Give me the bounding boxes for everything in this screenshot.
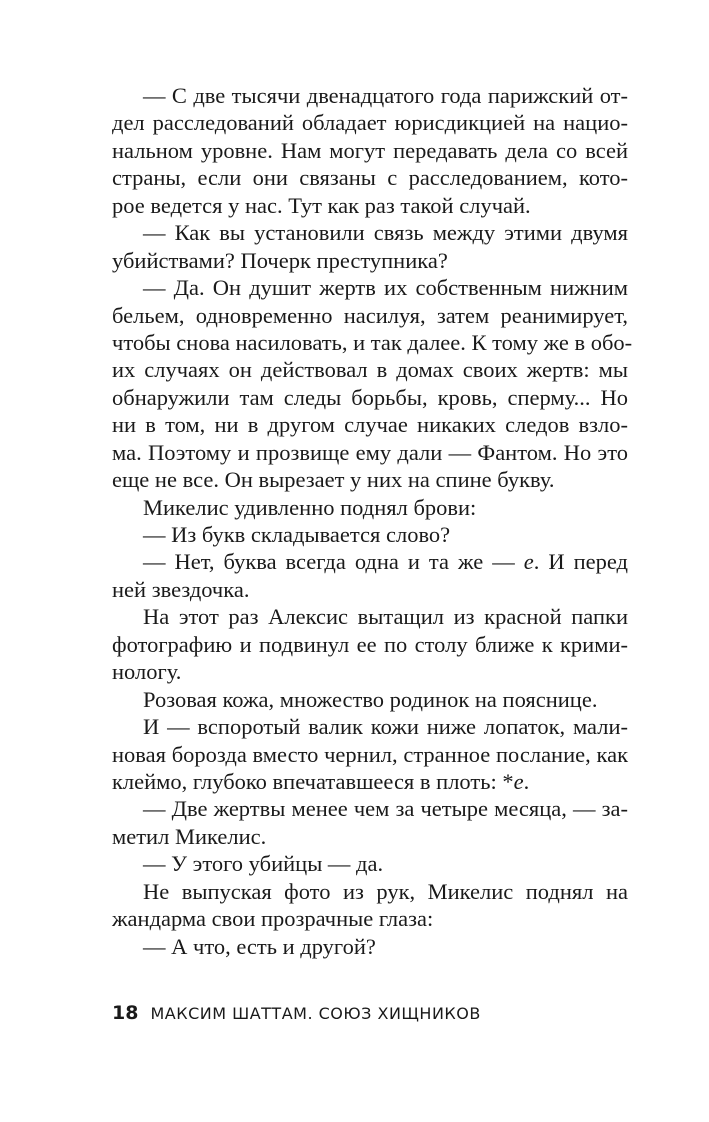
text-line: Розовая кожа, множество родинок на пояснице. <box>143 686 598 712</box>
text-line: Микелис удивленно поднял брови: <box>143 494 477 520</box>
text-line: жандарма свои прозрачные глаза: <box>112 906 434 932</box>
text-line: ма. Поэтому и прозвище ему дали — Фантом. Но это <box>112 439 628 465</box>
text-line: — С две тысячи двенадцатого года парижский от- <box>143 83 628 108</box>
text-line: — У этого убийцы — да. <box>143 851 384 877</box>
text-line: На этот раз Алексис вытащил из красной папки <box>143 604 628 630</box>
text-line: убийствами? Почерк преступника? <box>112 247 448 273</box>
text-line: метил Микелис. <box>112 823 267 849</box>
page-footer <box>112 1001 481 1025</box>
text-line: дел расследований обладает юрисдикцией на нацио- <box>112 110 628 136</box>
text-line: И — вспоротый валик кожи ниже лопаток, мали- <box>143 714 628 740</box>
text-line: обнаружили там следы борьбы, кровь, сперму... Но <box>112 384 628 410</box>
text-line: ни в том, ни в другом случае никаких следов взло- <box>112 412 628 438</box>
text-line: чтобы снова насиловать, и так далее. К тому же в обо- <box>112 329 633 355</box>
text-line: новая борозда вместо чернил, странное послание, как <box>112 741 628 767</box>
text-line: — Две жертвы менее чем за четыре месяца, — за- <box>143 796 628 822</box>
text-line: — Да. Он душит жертв их собственным нижним <box>143 275 628 301</box>
text-line: клеймо, глубоко впечатавшееся в плоть: *е. <box>112 768 530 794</box>
text-line: рое ведется у нас. Тут как раз такой случай. <box>112 192 531 218</box>
page-number: 18 <box>112 1002 139 1024</box>
text-line: нологу. <box>112 659 182 685</box>
body-text <box>112 82 633 960</box>
text-line: фотографию и подвинул ее по столу ближе к крими- <box>112 631 628 657</box>
text-line: — Из букв складывается слово? <box>143 522 451 547</box>
text-line: страны, если они связаны с расследованием, кото- <box>112 165 628 191</box>
running-title: МАКСИМ ШАТТАМ. СОЮЗ ХИЩНИКОВ <box>150 1004 481 1023</box>
text-line: — Как вы установили связь между этими двумя <box>143 220 628 246</box>
text-line: бельем, одновременно насилуя, затем реанимирует, <box>112 302 628 328</box>
text-line: их случаях он действовал в домах своих жертв: мы <box>112 357 628 383</box>
text-line: нальном уровне. Нам могут передавать дела со всей <box>112 137 628 163</box>
text-line: — Нет, буква всегда одна и та же — е. И перед <box>143 549 628 575</box>
text-line: еще не все. Он вырезает у них на спине букву. <box>112 467 555 493</box>
text-line: ней звездочка. <box>112 576 250 602</box>
text-line: — А что, есть и другой? <box>143 933 376 959</box>
text-line: Не выпуская фото из рук, Микелис поднял на <box>143 878 628 904</box>
